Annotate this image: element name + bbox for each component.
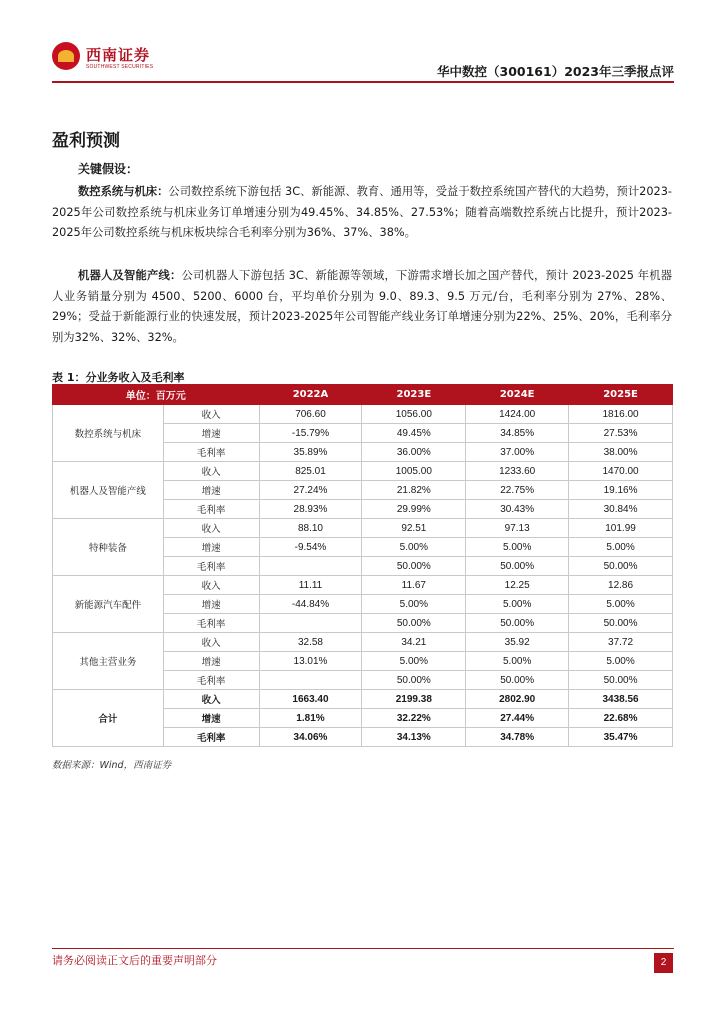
unit-header: 单位：百万元 (53, 385, 260, 405)
value-cell: 35.89% (259, 443, 362, 462)
metric-cell: 收入 (163, 690, 259, 709)
header-divider (52, 81, 674, 83)
value-cell: 37.72 (569, 633, 673, 652)
value-cell: 97.13 (466, 519, 569, 538)
column-header: 2025E (569, 385, 673, 405)
page-header (52, 40, 674, 82)
value-cell: 50.00% (569, 557, 673, 576)
value-cell: 825.01 (259, 462, 362, 481)
table-row (53, 462, 673, 481)
value-cell: 2802.90 (466, 690, 569, 709)
value-cell: 50.00% (362, 614, 466, 633)
metric-cell: 增速 (163, 709, 259, 728)
value-cell: -15.79% (259, 424, 362, 443)
segment-name-cell: 特种装备 (53, 519, 164, 576)
table-row (53, 519, 673, 538)
value-cell: 13.01% (259, 652, 362, 671)
table-title: 表 1：分业务收入及毛利率 (52, 371, 185, 384)
value-cell: 2199.38 (362, 690, 466, 709)
value-cell: 27.24% (259, 481, 362, 500)
value-cell: 35.47% (569, 728, 673, 747)
value-cell: 11.67 (362, 576, 466, 595)
value-cell: 36.00% (362, 443, 466, 462)
value-cell: 50.00% (466, 671, 569, 690)
value-cell: 32.58 (259, 633, 362, 652)
value-cell: 5.00% (362, 595, 466, 614)
paragraph-lead: 数控系统与机床： (78, 185, 169, 198)
paragraph-text: 公司机器人下游包括 3C、新能源等领域，下游需求增长加之国产替代，预计 2023-2025 年机器人业务销量分别为 4500、5200、6000 台，平均单价分别为 9.0、89.3、9.5 万元/台，毛利率分别为 27%、28%、29%；受益于新能源行业的快速发展，预计2023-2025年公司智能产线业务订单增速分别为22%、25%、20%，毛利率分别为32%、32%、32%。 (52, 269, 672, 344)
value-cell: 19.16% (569, 481, 673, 500)
metric-cell: 毛利率 (163, 557, 259, 576)
value-cell (259, 557, 362, 576)
value-cell: 50.00% (569, 671, 673, 690)
logo-emblem-icon (52, 42, 80, 70)
value-cell: 22.75% (466, 481, 569, 500)
metric-cell: 收入 (163, 519, 259, 538)
value-cell: 1470.00 (569, 462, 673, 481)
value-cell: 5.00% (569, 595, 673, 614)
value-cell: 1424.00 (466, 405, 569, 424)
segment-name-cell: 合计 (53, 690, 164, 747)
table-row (53, 576, 673, 595)
column-header: 2024E (466, 385, 569, 405)
column-header: 2023E (362, 385, 466, 405)
value-cell: 34.78% (466, 728, 569, 747)
footer-divider (52, 948, 674, 949)
metric-cell: 增速 (163, 424, 259, 443)
value-cell: 22.68% (569, 709, 673, 728)
metric-cell: 毛利率 (163, 614, 259, 633)
value-cell: 50.00% (362, 671, 466, 690)
section-title: 盈利预测 (52, 131, 120, 151)
metric-cell: 增速 (163, 595, 259, 614)
paragraph-text: 公司数控系统下游包括 3C、新能源、教育、通用等，受益于数控系统国产替代的大趋势，预计2023-2025年公司数控系统与机床业务订单增速分别为49.45%、34.85%、27.53%；随着高端数控系统占比提升，预计2023-2025年公司数控系统与机床板块综合毛利率分别为36%、37%、38%。 (52, 185, 672, 239)
value-cell: 30.43% (466, 500, 569, 519)
value-cell: 50.00% (466, 557, 569, 576)
paragraph-cnc-systems (52, 182, 672, 244)
table-row (53, 405, 673, 424)
column-header: 2022A (259, 385, 362, 405)
metric-cell: 毛利率 (163, 728, 259, 747)
value-cell: 37.00% (466, 443, 569, 462)
company-logo (52, 42, 172, 78)
paragraph-lead: 机器人及智能产线： (78, 269, 182, 282)
value-cell: 1.81% (259, 709, 362, 728)
table-row (53, 690, 673, 709)
table-row (53, 633, 673, 652)
value-cell: 88.10 (259, 519, 362, 538)
metric-cell: 增速 (163, 652, 259, 671)
value-cell: 5.00% (362, 652, 466, 671)
paragraph-robotics (52, 266, 672, 348)
value-cell: 92.51 (362, 519, 466, 538)
page-number: 2 (654, 953, 673, 973)
value-cell: 38.00% (569, 443, 673, 462)
value-cell: 34.13% (362, 728, 466, 747)
metric-cell: 收入 (163, 462, 259, 481)
footer-disclaimer: 请务必阅读正文后的重要声明部分 (52, 954, 217, 967)
value-cell: 5.00% (466, 595, 569, 614)
value-cell: 27.53% (569, 424, 673, 443)
logo-chinese-name: 西南证券 (86, 46, 151, 64)
value-cell: 27.44% (466, 709, 569, 728)
segment-revenue-table (52, 384, 673, 747)
value-cell: 34.06% (259, 728, 362, 747)
value-cell: 5.00% (569, 652, 673, 671)
value-cell: 1056.00 (362, 405, 466, 424)
value-cell: 12.25 (466, 576, 569, 595)
value-cell: 49.45% (362, 424, 466, 443)
value-cell: 11.11 (259, 576, 362, 595)
segment-name-cell: 数控系统与机床 (53, 405, 164, 462)
metric-cell: 增速 (163, 481, 259, 500)
logo-english-name: SOUTHWEST SECURITIES (86, 64, 154, 70)
segment-name-cell: 新能源汽车配件 (53, 576, 164, 633)
metric-cell: 收入 (163, 576, 259, 595)
metric-cell: 收入 (163, 633, 259, 652)
key-assumptions-label: 关键假设： (78, 162, 139, 176)
value-cell: 21.82% (362, 481, 466, 500)
segment-name-cell: 机器人及智能产线 (53, 462, 164, 519)
value-cell: 1663.40 (259, 690, 362, 709)
value-cell: 34.21 (362, 633, 466, 652)
value-cell: 12.86 (569, 576, 673, 595)
value-cell: 29.99% (362, 500, 466, 519)
value-cell: 1233.60 (466, 462, 569, 481)
metric-cell: 收入 (163, 405, 259, 424)
value-cell: 50.00% (362, 557, 466, 576)
value-cell: 3438.56 (569, 690, 673, 709)
value-cell: 5.00% (362, 538, 466, 557)
metric-cell: 毛利率 (163, 500, 259, 519)
report-title: 华中数控（300161）2023年三季报点评 (437, 64, 674, 79)
value-cell: 706.60 (259, 405, 362, 424)
value-cell: 50.00% (466, 614, 569, 633)
value-cell: 30.84% (569, 500, 673, 519)
value-cell (259, 671, 362, 690)
value-cell: 101.99 (569, 519, 673, 538)
segment-name-cell: 其他主营业务 (53, 633, 164, 690)
value-cell: 35.92 (466, 633, 569, 652)
value-cell: 5.00% (466, 538, 569, 557)
value-cell: -44.84% (259, 595, 362, 614)
value-cell: 1816.00 (569, 405, 673, 424)
value-cell: 34.85% (466, 424, 569, 443)
value-cell: 5.00% (569, 538, 673, 557)
value-cell: -9.54% (259, 538, 362, 557)
value-cell: 32.22% (362, 709, 466, 728)
metric-cell: 增速 (163, 538, 259, 557)
metric-cell: 毛利率 (163, 671, 259, 690)
value-cell: 28.93% (259, 500, 362, 519)
metric-cell: 毛利率 (163, 443, 259, 462)
value-cell: 1005.00 (362, 462, 466, 481)
value-cell: 50.00% (569, 614, 673, 633)
data-source-note: 数据来源：Wind，西南证券 (52, 760, 172, 771)
value-cell: 5.00% (466, 652, 569, 671)
table-header-row (53, 385, 673, 405)
value-cell (259, 614, 362, 633)
